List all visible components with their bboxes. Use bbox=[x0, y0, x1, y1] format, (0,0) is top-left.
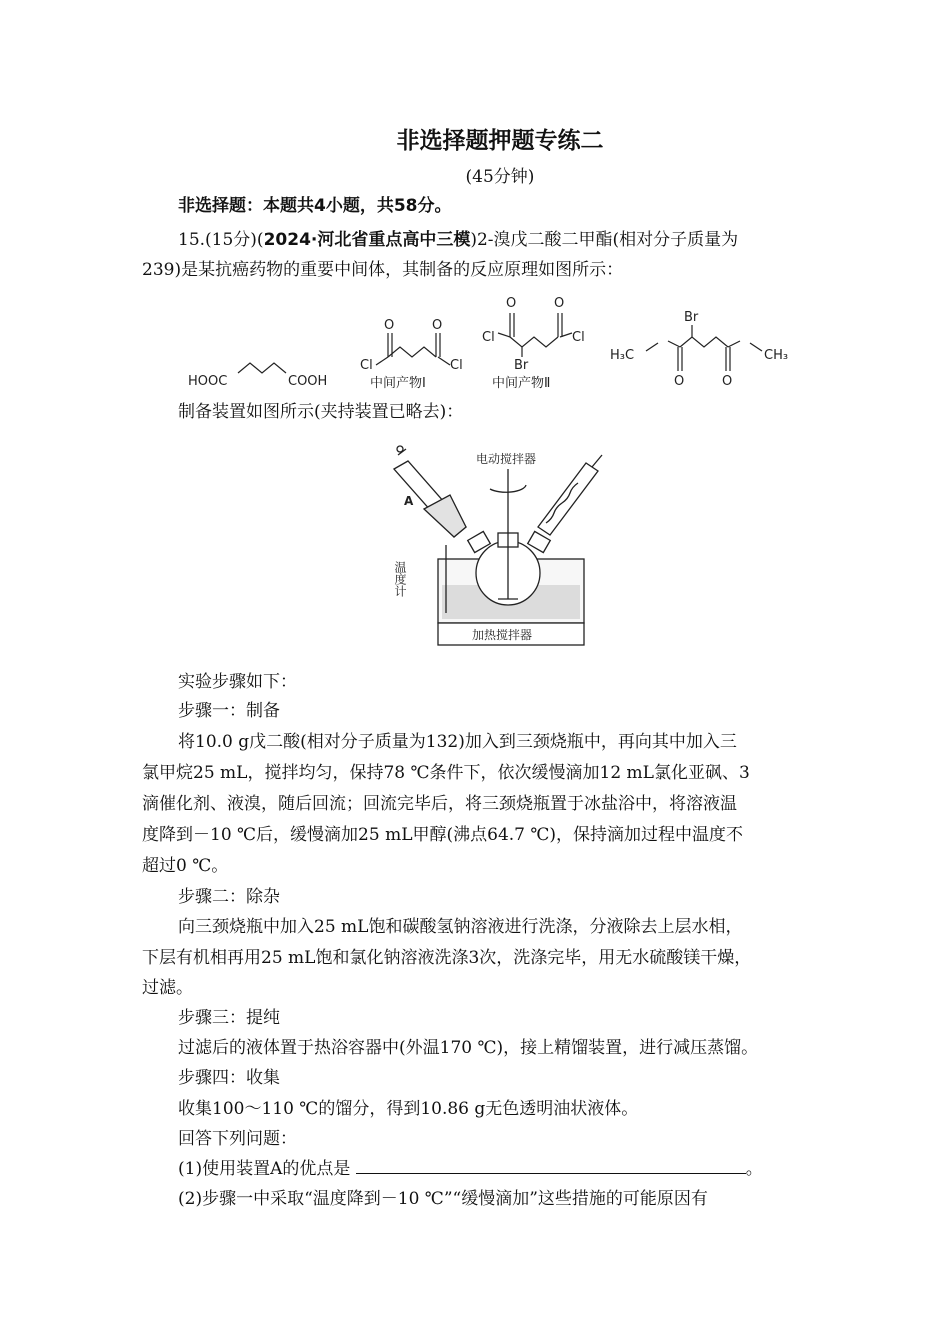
apparatus-diagram bbox=[380, 435, 620, 650]
product-o-right: O bbox=[722, 374, 733, 389]
int2-br: Br bbox=[514, 358, 529, 373]
step3-title: 步骤三：提纯 bbox=[178, 1008, 280, 1028]
question-number: 15.(15分)( bbox=[178, 230, 264, 250]
section-intro: 非选择题：本题共4小题，共58分。 bbox=[178, 196, 452, 216]
answer-blank[interactable] bbox=[356, 1157, 746, 1174]
int2-label: 中间产物Ⅱ bbox=[492, 376, 551, 391]
question-stem: )2-溴戊二酸二甲酯(相对分子质量为 bbox=[470, 230, 739, 250]
int1-o-left: O bbox=[384, 318, 395, 333]
step2-line: 下层有机相再用25 mL饱和氯化钠溶液洗涤3次，洗涤完毕，用无水硫酸镁干燥， bbox=[142, 948, 752, 968]
step4-text: 收集100～110 ℃的馏分，得到10.86 g无色透明油状液体。 bbox=[178, 1099, 639, 1119]
apparatus-intro: 制备装置如图所示(夹持装置已略去)： bbox=[178, 402, 464, 422]
step2-title: 步骤二：除杂 bbox=[178, 887, 280, 907]
step1-title: 步骤一：制备 bbox=[178, 701, 280, 721]
reactant-left: HOOC bbox=[188, 374, 228, 389]
thermometer-label: 温度计 bbox=[393, 561, 407, 597]
question-source: 2024·河北省重点高中三模 bbox=[263, 230, 471, 250]
thermometer-label-group bbox=[393, 561, 407, 597]
question-15-stem-cont: 239)是某抗癌药物的重要中间体，其制备的反应原理如图所示： bbox=[142, 260, 624, 280]
int1-cl-right: Cl bbox=[450, 358, 463, 373]
int1-o-right: O bbox=[432, 318, 443, 333]
product-o-left: O bbox=[674, 374, 685, 389]
int2-cl-left: Cl bbox=[482, 330, 495, 345]
reactant-right: COOH bbox=[288, 374, 328, 389]
reaction-scheme bbox=[180, 285, 820, 395]
step1-line: 氯甲烷25 mL，搅拌均匀，保持78 ℃条件下，依次缓慢滴加12 mL氯化亚砜、3 bbox=[142, 763, 750, 783]
question-15-stem bbox=[178, 228, 858, 252]
step3-text: 过滤后的液体置于热浴容器中(外温170 ℃)，接上精馏装置，进行减压蒸馏。 bbox=[178, 1038, 759, 1058]
stirrer-label: 电动搅拌器 bbox=[476, 452, 537, 466]
int2-o-left: O bbox=[506, 296, 517, 311]
int2-cl-right: Cl bbox=[572, 330, 585, 345]
heater-label: 加热搅拌器 bbox=[472, 628, 533, 642]
step1-line: 度降到－10 ℃后，缓慢滴加25 mL甲醇(沸点64.7 ℃)，保持滴加过程中温度不 bbox=[142, 825, 744, 845]
product-methyl-right: CH₃ bbox=[764, 348, 789, 363]
answer-intro: 回答下列问题： bbox=[178, 1129, 297, 1149]
sub-question-1 bbox=[178, 1157, 858, 1181]
product-methyl-left: H₃C bbox=[610, 348, 635, 363]
time-limit: (45分钟) bbox=[465, 167, 535, 187]
step2-line: 过滤。 bbox=[142, 978, 193, 998]
step4-title: 步骤四：收集 bbox=[178, 1068, 280, 1088]
step1-line: 超过0 ℃。 bbox=[142, 856, 229, 876]
int1-label: 中间产物Ⅰ bbox=[370, 376, 426, 391]
step1-line: 滴催化剂、液溴，随后回流；回流完毕后，将三颈烧瓶置于冰盐浴中，将溶液温 bbox=[142, 794, 737, 814]
product-br: Br bbox=[684, 310, 699, 325]
step1-line: 将10.0 g戊二酸(相对分子质量为132)加入到三颈烧瓶中，再向其中加入三 bbox=[178, 732, 737, 752]
sub-question-2: (2)步骤一中采取“温度降到－10 ℃”“缓慢滴加”这些措施的可能原因有 bbox=[178, 1189, 708, 1209]
step2-line: 向三颈烧瓶中加入25 mL饱和碳酸氢钠溶液进行洗涤，分液除去上层水相， bbox=[178, 917, 743, 937]
int1-cl-left: Cl bbox=[360, 358, 373, 373]
sub-question-1-end: 。 bbox=[745, 1159, 763, 1179]
funnel-label: A bbox=[404, 494, 414, 508]
steps-intro: 实验步骤如下： bbox=[178, 672, 297, 692]
page-title: 非选择题押题专练二 bbox=[396, 128, 604, 154]
sub-question-1-prompt: (1)使用装置A的优点是 bbox=[178, 1159, 351, 1179]
int2-o-right: O bbox=[554, 296, 565, 311]
